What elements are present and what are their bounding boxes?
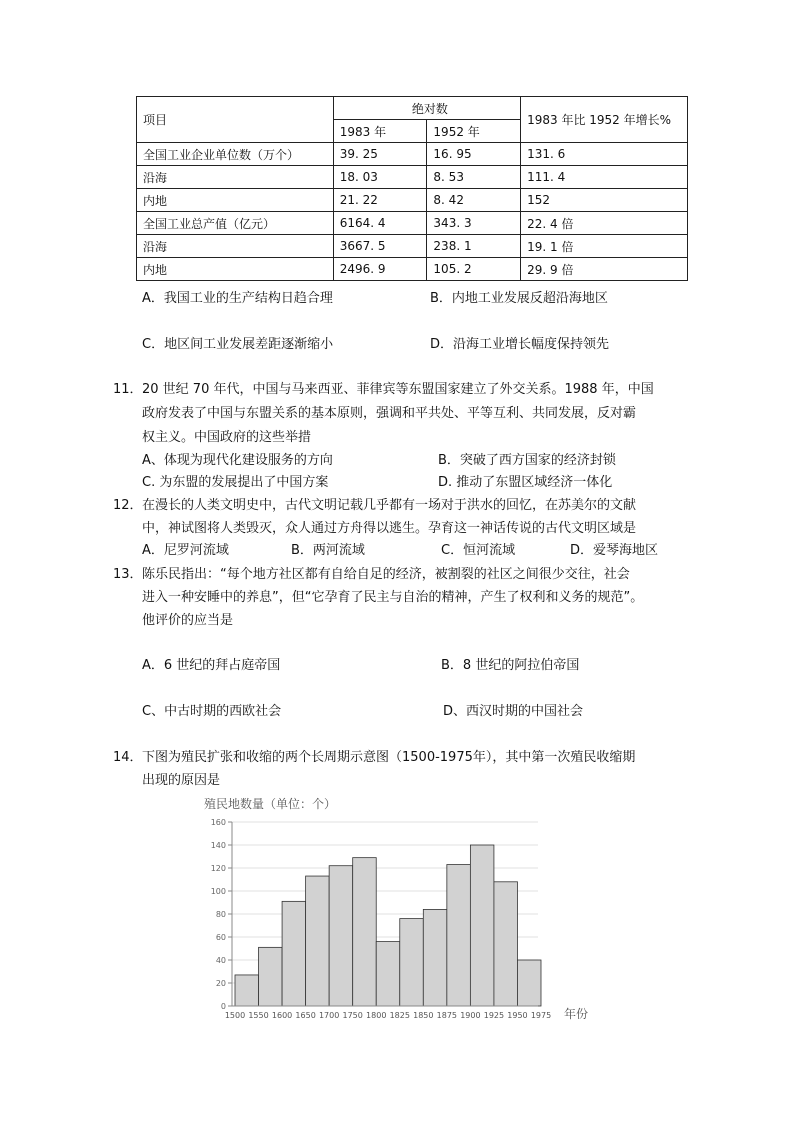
chart-bar xyxy=(329,866,353,1006)
chart-y-tick-label: 20 xyxy=(215,979,226,988)
q11-option-d: D. 推动了东盟区域经济一体化 xyxy=(438,475,613,490)
chart-x-tick-label: 1600 xyxy=(271,1011,293,1020)
chart-x-tick-label: 1900 xyxy=(460,1011,481,1020)
q13-option-c: C、中古时期的西欧社会 xyxy=(142,704,282,719)
table-row xyxy=(137,258,688,281)
q13-number: 13． xyxy=(113,567,143,582)
chart-y-tick-label: 0 xyxy=(220,1002,226,1011)
q12-number: 12． xyxy=(113,498,143,513)
chart-y-tick-label: 40 xyxy=(215,956,226,965)
table-header-row xyxy=(137,97,688,120)
table-cell: 全国工业企业单位数（万个） xyxy=(137,143,334,166)
q11-stem-line: 政府发表了中国与东盟关系的基本原则，强调和平共处、平等互利、共同发展，反对霸 xyxy=(142,406,637,421)
chart-x-tick-label: 1800 xyxy=(366,1011,387,1020)
header-1952: 1952 年 xyxy=(427,120,521,143)
q11-option-b: B．突破了西方国家的经济封锁 xyxy=(438,453,616,468)
chart-x-tick-label: 1950 xyxy=(507,1011,528,1020)
chart-bar xyxy=(282,901,306,1006)
table-cell: 18. 03 xyxy=(333,166,427,189)
chart-y-tick-label: 120 xyxy=(210,864,226,873)
q11-option-c: C. 为东盟的发展提出了中国方案 xyxy=(142,475,329,490)
table-cell: 19. 1 倍 xyxy=(521,235,688,258)
q11-stem-line: 权主义。中国政府的这些举措 xyxy=(142,430,312,445)
q10-option-d: D．沿海工业增长幅度保持领先 xyxy=(430,337,610,352)
table-cell: 沿海 xyxy=(137,166,334,189)
chart-y-tick-label: 80 xyxy=(215,910,226,919)
chart-bar xyxy=(235,975,259,1006)
chart-x-tick-label: 1925 xyxy=(483,1011,505,1020)
q12-stem-line: 在漫长的人类文明史中，古代文明记载几乎都有一场对于洪水的回忆，在苏美尔的文献 xyxy=(142,498,637,513)
chart-x-tick-label: 1750 xyxy=(342,1011,363,1020)
header-growth: 1983 年比 1952 年增长% xyxy=(521,97,688,143)
table-row xyxy=(137,235,688,258)
chart-x-tick-label: 1550 xyxy=(248,1011,269,1020)
table-cell: 内地 xyxy=(137,258,334,281)
q14-stem-line: 出现的原因是 xyxy=(142,773,221,788)
chart-y-axis-label: 殖民地数量（单位：个） xyxy=(204,797,337,811)
table-cell: 8. 42 xyxy=(427,189,521,212)
chart-x-tick-label: 1650 xyxy=(295,1011,316,1020)
q12-option-d: D．爱琴海地区 xyxy=(570,543,659,558)
chart-x-tick-label: 1500 xyxy=(224,1011,246,1020)
chart-bar xyxy=(259,947,283,1006)
table-row xyxy=(137,143,688,166)
chart-y-tick-label: 100 xyxy=(210,887,226,896)
table-cell: 39. 25 xyxy=(333,143,427,166)
table-row xyxy=(137,166,688,189)
q10-option-b: B．内地工业发展反超沿海地区 xyxy=(430,291,608,306)
chart-bar xyxy=(353,858,377,1006)
table-cell: 343. 3 xyxy=(427,212,521,235)
q12-option-b: B．两河流域 xyxy=(291,543,365,558)
chart-bar xyxy=(306,876,330,1006)
table-cell: 22. 4 倍 xyxy=(521,212,688,235)
table-row xyxy=(137,189,688,212)
table-cell: 21. 22 xyxy=(333,189,427,212)
q13-stem-line: 陈乐民指出：“每个地方社区都有自给自足的经济，被割裂的社区之间很少交往，社会 xyxy=(142,567,630,582)
table-cell: 内地 xyxy=(137,189,334,212)
q13-option-d: D、西汉时期的中国社会 xyxy=(443,704,584,719)
table-cell: 沿海 xyxy=(137,235,334,258)
chart-bar xyxy=(517,960,541,1006)
q13-option-b: B．8 世纪的阿拉伯帝国 xyxy=(441,658,580,673)
table-cell: 152 xyxy=(521,189,688,212)
table-cell: 3667. 5 xyxy=(333,235,427,258)
table-cell: 29. 9 倍 xyxy=(521,258,688,281)
q11-stem-line: 20 世纪 70 年代，中国与马来西亚、菲律宾等东盟国家建立了外交关系。1988 年，中国 xyxy=(142,382,654,397)
q12-stem-line: 中，神试图将人类毁灭，众人通过方舟得以逃生。孕育这一神话传说的古代文明区域是 xyxy=(142,521,637,536)
table-cell: 6164. 4 xyxy=(333,212,427,235)
chart-x-tick-label: 1850 xyxy=(413,1011,434,1020)
chart-bar xyxy=(470,845,494,1006)
q12-option-a: A．尼罗河流域 xyxy=(142,543,229,558)
q12-option-c: C．恒河流域 xyxy=(441,543,516,558)
q14-number: 14． xyxy=(113,750,143,765)
q11-option-a: A、体现为现代化建设服务的方向 xyxy=(142,453,333,468)
chart-bar xyxy=(447,865,471,1006)
chart-bar xyxy=(400,919,424,1006)
chart-x-tick-label: 1825 xyxy=(389,1011,410,1020)
chart-x-tick-label: 1975 xyxy=(530,1011,552,1020)
chart-bar xyxy=(423,909,447,1006)
table-cell: 全国工业总产值（亿元） xyxy=(137,212,334,235)
q10-option-c: C．地区间工业发展差距逐渐缩小 xyxy=(142,337,334,352)
table-row xyxy=(137,212,688,235)
header-1983: 1983 年 xyxy=(333,120,427,143)
q14-stem-line: 下图为殖民扩张和收缩的两个长周期示意图（1500-1975年），其中第一次殖民收缩期 xyxy=(142,750,636,765)
header-absolute: 绝对数 xyxy=(333,97,520,120)
chart-x-tick-label: 1875 xyxy=(436,1011,458,1020)
chart-x-axis-label: 年份 xyxy=(564,1007,589,1021)
table-cell: 238. 1 xyxy=(427,235,521,258)
table-cell: 16. 95 xyxy=(427,143,521,166)
chart-x-tick-label: 1700 xyxy=(318,1011,340,1020)
colony-count-chart xyxy=(196,796,626,1028)
chart-y-tick-label: 140 xyxy=(210,841,226,850)
header-item: 项目 xyxy=(137,97,334,143)
q10-option-a: A．我国工业的生产结构日趋合理 xyxy=(142,291,333,306)
table-cell: 131. 6 xyxy=(521,143,688,166)
chart-bar xyxy=(494,882,518,1006)
q13-stem-line: 他评价的应当是 xyxy=(142,613,234,628)
table-cell: 111. 4 xyxy=(521,166,688,189)
table-cell: 2496. 9 xyxy=(333,258,427,281)
chart-y-tick-label: 160 xyxy=(210,818,226,827)
q13-option-a: A．6 世纪的拜占庭帝国 xyxy=(142,658,281,673)
q11-number: 11． xyxy=(113,382,143,397)
table-cell: 8. 53 xyxy=(427,166,521,189)
chart-y-tick-label: 60 xyxy=(215,933,226,942)
chart-bar xyxy=(376,942,400,1006)
q13-stem-line: 进入一种安睡中的养息”，但“它孕育了民主与自治的精神，产生了权利和义务的规范”。 xyxy=(142,590,644,605)
industry-stats-table xyxy=(136,96,688,281)
table-cell: 105. 2 xyxy=(427,258,521,281)
